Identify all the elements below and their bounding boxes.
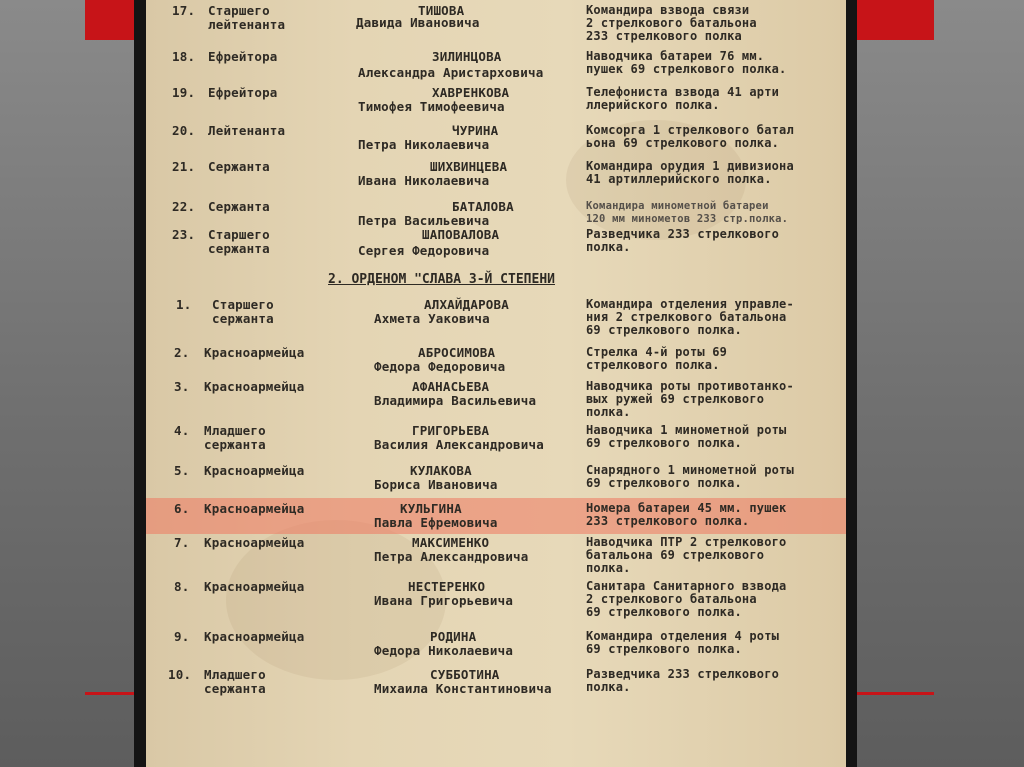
row-name: Петра Васильевича: [358, 213, 490, 228]
row-rank: Красноармейца: [204, 345, 305, 360]
row-rank: Лейтенанта: [208, 123, 286, 138]
row-number: 4.: [174, 423, 190, 438]
row-surname: СУББОТИНА: [430, 667, 500, 682]
row-name: Владимира Васильевича: [374, 393, 537, 408]
row-name: Ивана Николаевича: [358, 173, 490, 188]
row-name: Ивана Григорьевича: [374, 593, 514, 608]
row-number: 20.: [172, 123, 196, 138]
section-heading: 2. ОРДЕНОМ "СЛАВА 3-Й СТЕПЕНИ: [328, 272, 555, 287]
row-name: Бориса Ивановича: [374, 477, 498, 492]
row-number: 3.: [174, 379, 190, 394]
row-unit: Снарядного 1 минометной роты 69 стрелкового полка.: [586, 463, 794, 490]
row-surname: ТИШОВА: [418, 3, 465, 18]
row-rank: Сержанта: [208, 159, 270, 174]
row-unit: Наводчика 1 минометной роты 69 стрелкового полка.: [586, 423, 787, 450]
row-number: 10.: [168, 667, 192, 682]
row-rank: Старшего лейтенанта: [208, 3, 286, 32]
row-unit: Санитара Санитарного взвода 2 стрелкового батальона 69 стрелкового полка.: [586, 579, 787, 619]
row-unit: Наводчика ПТР 2 стрелкового батальона 69 стрелкового полка.: [586, 535, 787, 575]
row-surname: МАКСИМЕНКО: [412, 535, 490, 550]
row-name: Федора Николаевича: [374, 643, 514, 658]
row-rank: Красноармейца: [204, 463, 305, 478]
row-unit: Наводчика роты противотанко- вых ружей 69 стрелкового полка.: [586, 379, 794, 419]
row-surname: ХАВРЕНКОВА: [432, 85, 510, 100]
row-surname: КУЛЬГИНА: [400, 501, 462, 516]
row-unit: Командира взвода связи 2 стрелкового батальона 233 стрелкового полка: [586, 3, 757, 43]
row-number: 17.: [172, 3, 196, 18]
row-rank: Красноармейца: [204, 629, 305, 644]
row-unit: Командира отделения 4 роты 69 стрелкового полка.: [586, 629, 780, 656]
row-surname: НЕСТЕРЕНКО: [408, 579, 486, 594]
row-rank: Красноармейца: [204, 379, 305, 394]
row-surname: АФАНАСЬЕВА: [412, 379, 490, 394]
row-surname: БАТАЛОВА: [452, 199, 514, 214]
row-surname: ГРИГОРЬЕВА: [412, 423, 490, 438]
row-unit: Стрелка 4-й роты 69 стрелкового полка.: [586, 345, 728, 372]
row-surname: ЗИЛИНЦОВА: [432, 49, 502, 64]
row-number: 19.: [172, 85, 196, 100]
row-surname: РОДИНА: [430, 629, 477, 644]
row-rank: Красноармейца: [204, 579, 305, 594]
row-unit: Разведчика 233 стрелкового полка.: [586, 667, 780, 694]
row-number: 22.: [172, 199, 196, 214]
row-name: Федора Федоровича: [374, 359, 506, 374]
row-number: 9.: [174, 629, 190, 644]
row-unit: Командира орудия 1 дивизиона 41 артиллерийского полка.: [586, 159, 794, 186]
row-number: 23.: [172, 227, 196, 242]
row-name: Тимофея Тимофеевича: [358, 99, 505, 114]
row-rank: Младшего сержанта: [204, 667, 266, 696]
row-rank: Старшего сержанта: [212, 297, 274, 326]
row-surname: АБРОСИМОВА: [418, 345, 496, 360]
row-name: Ахмета Уаковича: [374, 311, 490, 326]
row-number: 8.: [174, 579, 190, 594]
row-name: Павла Ефремовича: [374, 515, 498, 530]
row-surname: ШИХВИНЦЕВА: [430, 159, 508, 174]
row-rank: Сержанта: [208, 199, 270, 214]
row-name: Давида Ивановича: [356, 15, 480, 30]
row-unit: Телефониста взвода 41 арти ллерийского полка.: [586, 85, 780, 112]
row-surname: АЛХАЙДАРОВА: [424, 297, 509, 312]
archival-document-page: [146, 0, 846, 767]
row-unit: Наводчика батареи 76 мм. пушек 69 стрелкового полка.: [586, 49, 787, 76]
row-unit: Разведчика 233 стрелкового полка.: [586, 227, 780, 254]
row-surname: ШАПОВАЛОВА: [422, 227, 500, 242]
row-unit: Командира минометной батареи 120 мм минометов 233 стр.полка.: [586, 200, 789, 225]
row-rank: Красноармейца: [204, 501, 305, 516]
row-rank: Ефрейтора: [208, 85, 278, 100]
row-name: Василия Александровича: [374, 437, 544, 452]
row-name: Петра Николаевича: [358, 137, 490, 152]
row-unit: Командира отделения управле- ния 2 стрелкового батальона 69 стрелкового полка.: [586, 297, 794, 337]
row-name: Михаила Константиновича: [374, 681, 552, 696]
row-number: 1.: [176, 297, 192, 312]
row-number: 5.: [174, 463, 190, 478]
row-number: 6.: [174, 501, 190, 516]
row-rank: Младшего сержанта: [204, 423, 266, 452]
row-number: 2.: [174, 345, 190, 360]
row-rank: Красноармейца: [204, 535, 305, 550]
row-unit: Номера батареи 45 мм. пушек 233 стрелкового полка.: [586, 501, 787, 528]
row-name: Сергея Федоровича: [358, 243, 490, 258]
row-number: 7.: [174, 535, 190, 550]
row-rank: Ефрейтора: [208, 49, 278, 64]
row-unit: Комсорга 1 стрелкового батал ьона 69 стрелкового полка.: [586, 123, 794, 150]
row-number: 18.: [172, 49, 196, 64]
row-rank: Старшего сержанта: [208, 227, 270, 256]
row-name: Александра Аристарховича: [358, 65, 544, 80]
row-surname: ЧУРИНА: [452, 123, 499, 138]
row-name: Петра Александровича: [374, 549, 529, 564]
row-number: 21.: [172, 159, 196, 174]
row-surname: КУЛАКОВА: [410, 463, 472, 478]
